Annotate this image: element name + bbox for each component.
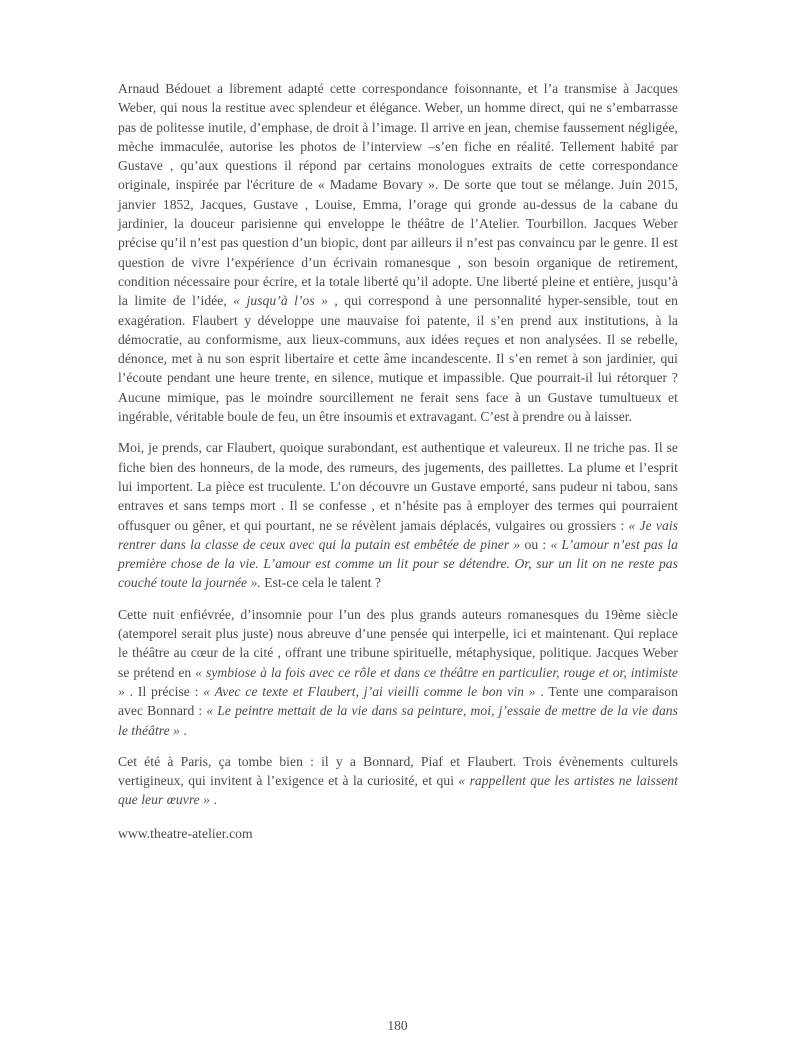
paragraph-4 <box>118 752 678 810</box>
quote-text: « symbiose à la fois avec ce rôle et dans ce théâtre en particulier, rouge et or, intimiste » <box>118 664 679 699</box>
paragraph-text: . <box>210 792 217 808</box>
quote-text: « rappellent que les artistes ne laissent que leur œuvre » <box>118 773 678 808</box>
quote-text: « L’amour n’est pas la première chose de la vie. L’amour est comme un lit pour se détendre. Or, sur un lit on ne reste pas couché toute la journée ». <box>118 536 678 591</box>
paragraph-3 <box>118 605 678 740</box>
paragraph-text: . Tente une comparaison avec Bonnard : <box>118 683 678 719</box>
website-link[interactable]: www.theatre-atelier.com <box>118 825 253 841</box>
quote-text: « Je vais rentrer dans la classe de ceux avec qui la putain est embêtée de piner » <box>118 517 679 552</box>
paragraph-text: , qui correspond à une personnalité hyper-sensible, tout en exagération. Flaubert y développe une mauvaise foi patente, il s’en prend aux institutions, à la démocratie, au conformisme, aux lieux-communs, aux idées reçues et non analysées. Il se rebelle, dénonce, met à nu son esprit libertaire et cette âme incandescente. Il s’en remet à son jardinier, qui l’écoute pendant une heure trente, en silence, mutique et impassible. Que pourrait-il lui rétorquer ? Aucune mimique, pas le moindre sourcillement ne ferait sens face à un Gustave tumultueux et ingérable, véritable boule de feu, un être insoumis et extravagant. C’est à prendre ou à laisser. <box>118 293 678 425</box>
paragraph-text: Cet été à Paris, ça tombe bien : il y a Bonnard, Piaf et Flaubert. Trois évènements culturels vertigineux, qui invitent à l’exigence et à la curiosité, et qui <box>118 753 678 789</box>
paragraph-text: . Il précise : <box>124 683 204 699</box>
paragraph-2 <box>118 438 678 592</box>
paragraph-text: Cette nuit enfiévrée, d’insomnie pour l’un des plus grands auteurs romanesques du 19ème siècle (atemporel serait plus juste) nous abreuve d’une pensée qui interpelle, ici et maintenant. Qui replace le théâtre au cœur de la cité , offrant une tribune spirituelle, métaphysique, politique. Jacques Weber se prétend en <box>118 606 678 680</box>
paragraph-text: ou : <box>520 536 551 552</box>
paragraph-text: Moi, je prends, car Flaubert, quoique surabondant, est authentique et valeureux. Il ne triche pas. Il se fiche bien des honneurs, de la mode, des rumeurs, des jugements, des paillettes. La plume et l’esprit lui importent. La pièce est truculente. L’on découvre un Gustave emporté, sans pudeur ni tabou, sans entraves et sans temps mort . Il se confesse , et n’hésite pas à employer des termes qui pourraient offusquer ou gêner, et qui pourtant, ne se révèlent jamais déplacés, vulgaires ou grossiers : <box>118 440 678 533</box>
paragraph-text: Est-ce cela le talent ? <box>260 575 381 591</box>
quote-text: « Le peintre mettait de la vie dans sa peinture, moi, j’essaie de mettre de la vie dans le théâtre » <box>118 703 678 738</box>
page-number: 180 <box>387 1018 408 1033</box>
article-text <box>118 79 678 810</box>
paragraph-text: Arnaud Bédouet a librement adapté cette correspondance foisonnante, et l’a transmise à Jacques Weber, qui nous la restitue avec splendeur et élégance. Weber, un homme direct, qui ne s’embarrasse pas de politesse inutile, d’emphase, de droit à l’image. Il arrive en jean, chemise faussement négligée, mèche immaculée, autorise les photos de l’interview –s’en fiche en réalité. Tellement habité par Gustave , qu’aux questions il répond par certains monologues extraits de cette correspondance originale, inspirée par l'écriture de « Madame Bovary ». De sorte que tout se mélange. Juin 2015, janvier 1852, Jacques, Gustave , Louise, Emma, l’orage qui gronde au-dessus de la cabane du jardinier, la douceur parisienne qui enveloppe le théâtre de l’Atelier. Tourbillon. Jacques Weber précise qu’il n’est pas question d’un biopic, dont par ailleurs il n’est pas convaincu par le genre. Il est question de vivre l’expérience d’un écrivain romanesque , son besoin organique de retirement, condition nécessaire pour écrire, et la totale liberté qu’il adopte. Une liberté pleine et entière, jusqu’à la limite de l’idée, <box>118 81 678 309</box>
quote-text: « jusqu’à l’os » <box>233 293 328 309</box>
quote-text: « Avec ce texte et Flaubert, j’ai vieilli comme le bon vin » <box>203 683 536 699</box>
paragraph-1 <box>118 79 678 426</box>
document-body <box>118 79 678 855</box>
paragraph-text: . <box>180 722 187 738</box>
